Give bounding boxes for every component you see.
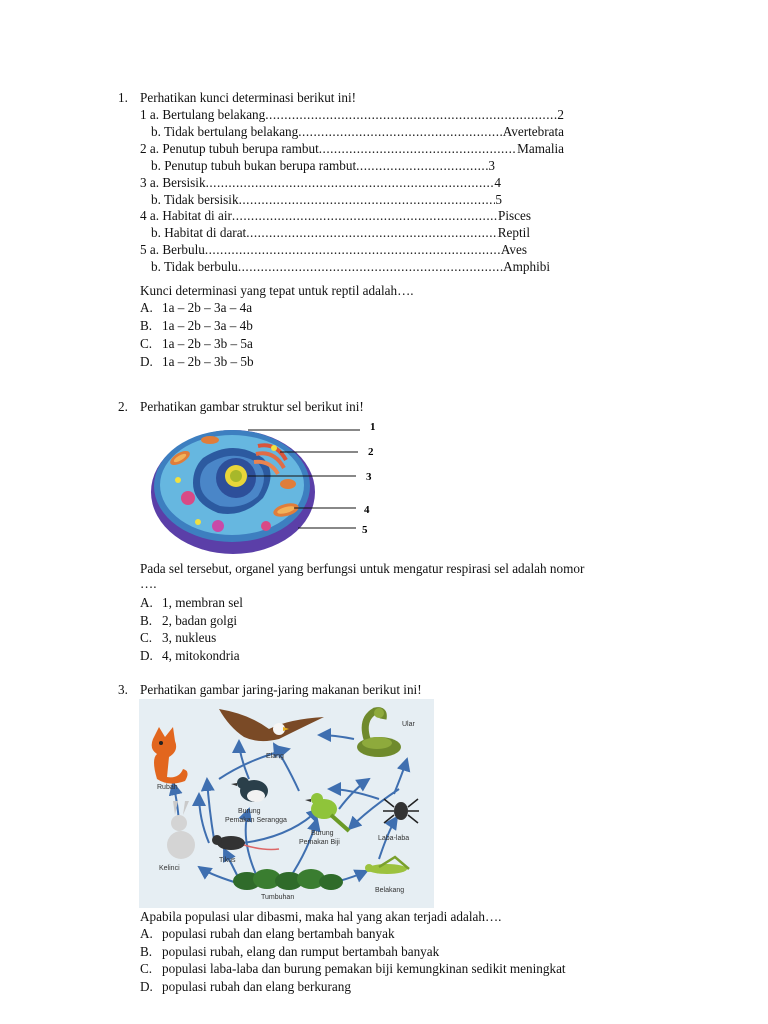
label-tumbuhan: Tumbuhan [261, 894, 295, 901]
key-row: b. Penutup tubuh bukan berupa rambut ..... 3 [140, 157, 495, 174]
key-row: 3 a. Bersisik ..... 4 [140, 174, 501, 191]
question-2-number: 2. [118, 399, 128, 414]
key-row: 4 a. Habitat di air ..... Pisces [140, 207, 531, 224]
key-row: 2 a. Penutup tubuh berupa rambut ..... Mamalia [140, 140, 564, 157]
label-belakang: Belakang [375, 887, 405, 894]
question-2-prompt: Perhatikan gambar struktur sel berikut ini! [140, 399, 364, 414]
label-burung-serangga-2: Pemakan Serangga [225, 817, 287, 824]
option-c[interactable]: C. populasi laba-laba dan burung pemakan biji kemungkinan sedikit meningkat [140, 961, 566, 976]
key-row: 1 a. Bertulang belakang ..... 2 [140, 106, 564, 123]
label-burung-biji-1: Burung [311, 830, 334, 837]
food-web-figure [139, 699, 434, 908]
option-a[interactable]: A. 1, membran sel [140, 595, 243, 610]
question-1-text: Kunci determinasi yang tepat untuk reptil adalah…. [140, 283, 414, 298]
figure-label: 2 [368, 446, 374, 458]
option-c[interactable]: C. 1a – 2b – 3b – 5a [140, 336, 253, 351]
lysosome [181, 491, 195, 505]
option-b[interactable]: B. 1a – 2b – 3a – 4b [140, 318, 253, 333]
option-d[interactable]: D. 4, mitokondria [140, 648, 240, 663]
label-kelinci: Kelinci [159, 865, 180, 872]
label-elang: Elang [266, 753, 284, 760]
label-ular: Ular [402, 721, 415, 728]
label-rubah: Rubah [157, 784, 178, 791]
option-a[interactable]: A. 1a – 2b – 3a – 4a [140, 300, 253, 315]
figure-label: 3 [366, 471, 372, 483]
figure-label: 5 [362, 524, 368, 536]
key-row: b. Tidak bersisik ..... 5 [140, 191, 502, 208]
label-burung-biji-2: Pemakan Biji [299, 839, 340, 846]
option-d[interactable]: D. populasi rubah dan elang berkurang [140, 979, 351, 994]
vesicle [261, 521, 271, 531]
option-d[interactable]: D. 1a – 2b – 3b – 5b [140, 354, 254, 369]
option-b[interactable]: B. populasi rubah, elang dan rumput bertambah banyak [140, 944, 440, 959]
spider-icon [383, 799, 419, 823]
vesicle [212, 520, 224, 532]
mitochondrion [280, 479, 296, 489]
cell-structure-figure [148, 418, 388, 560]
label-tikus: Tikus [219, 857, 236, 864]
key-row: 5 a. Berbulu ..... Aves [140, 241, 527, 258]
question-2-text: Pada sel tersebut, organel yang berfungsi untuk mengatur respirasi sel adalah nomor [140, 561, 585, 576]
question-1-prompt: Perhatikan kunci determinasi berikut ini! [140, 90, 357, 105]
option-c[interactable]: C. 3, nukleus [140, 630, 217, 645]
mitochondrion [201, 436, 219, 444]
question-1-number: 1. [118, 90, 128, 105]
question-2-text-cont: …. [140, 576, 157, 591]
option-a[interactable]: A. populasi rubah dan elang bertambah banyak [140, 926, 395, 941]
key-row: b. Habitat di darat ..... Reptil [140, 224, 530, 241]
figure-label: 1 [370, 421, 376, 433]
key-row: b. Tidak bertulang belakang ..... Avertebrata [140, 123, 564, 140]
question-3-prompt: Perhatikan gambar jaring-jaring makanan berikut ini! [140, 682, 422, 697]
question-3-text: Apabila populasi ular dibasmi, maka hal yang akan terjadi adalah…. [140, 909, 502, 924]
label-burung-serangga-1: Burung [238, 808, 261, 815]
key-row: b. Tidak berbulu ..... Amphibi [140, 258, 550, 275]
question-3-number: 3. [118, 682, 128, 697]
figure-label: 4 [364, 504, 370, 516]
label-laba-laba: Laba-laba [378, 835, 410, 842]
option-b[interactable]: B. 2, badan golgi [140, 613, 238, 628]
